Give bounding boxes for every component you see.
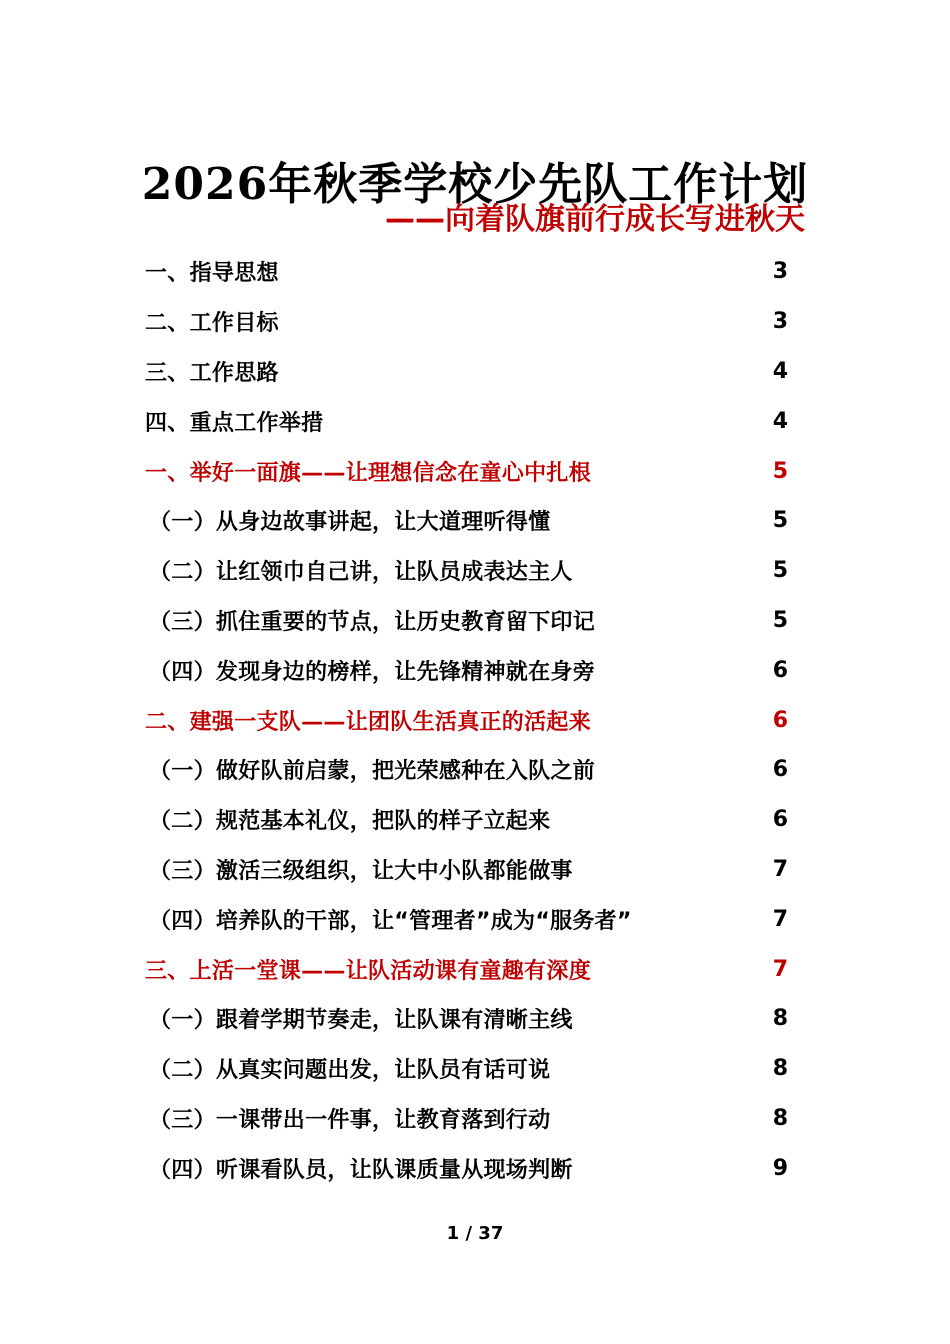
toc-entry[interactable] <box>145 745 790 795</box>
toc-entry-page-number: 6 <box>772 707 788 733</box>
toc-entry[interactable] <box>145 894 790 944</box>
toc-entry-label: 三、工作思路 <box>145 360 279 386</box>
toc-entry-label: 三、上活一堂课——让队活动课有童趣有深度 <box>145 958 592 984</box>
toc-entry-page-number: 7 <box>772 856 788 882</box>
toc-entry-page-number: 6 <box>772 657 788 683</box>
toc-entry-page-number: 7 <box>772 956 788 982</box>
toc-entry[interactable] <box>145 496 790 546</box>
toc-entry-label: （二）规范基本礼仪，把队的样子立起来 <box>149 809 551 835</box>
toc-entry-label: （三）抓住重要的节点，让历史教育留下印记 <box>149 609 596 635</box>
toc-entry-page-number: 3 <box>772 309 788 335</box>
toc-entry-label: （四）培养队的干部，让“管理者”成为“服务者” <box>149 908 632 934</box>
toc-entry-page-number: 4 <box>772 358 788 384</box>
document-subtitle: ——向着队旗前行成长写进秋天 <box>385 202 805 237</box>
toc-entry-label: 一、举好一面旗——让理想信念在童心中扎根 <box>145 460 592 486</box>
toc-entry[interactable] <box>145 446 790 496</box>
toc-entry-label: （二）让红领巾自己讲，让队员成表达主人 <box>149 560 573 586</box>
toc-entry-page-number: 5 <box>772 508 788 534</box>
toc-entry-page-number: 6 <box>772 757 788 783</box>
toc-entry-label: （三）激活三级组织，让大中小队都能做事 <box>149 858 573 884</box>
toc-entry-label: （一）做好队前启蒙，把光荣感种在入队之前 <box>149 759 596 785</box>
toc-entry[interactable] <box>145 994 790 1044</box>
toc-entry[interactable] <box>145 596 790 646</box>
toc-entry-label: （四）发现身边的榜样，让先锋精神就在身旁 <box>149 659 596 685</box>
toc-entry[interactable] <box>145 396 790 446</box>
toc-entry-label: （四）听课看队员，让队课质量从现场判断 <box>149 1157 573 1183</box>
toc-entry[interactable] <box>145 944 790 994</box>
toc-entry[interactable] <box>145 297 790 347</box>
toc-entry-label: 二、工作目标 <box>145 311 279 337</box>
toc-entry[interactable] <box>145 845 790 895</box>
toc-entry-page-number: 5 <box>772 458 788 484</box>
toc-entry[interactable] <box>145 1044 790 1094</box>
toc-entry[interactable] <box>145 1143 790 1193</box>
toc-entry[interactable] <box>145 645 790 695</box>
toc-entry-page-number: 7 <box>772 906 788 932</box>
toc-entry-page-number: 8 <box>772 1056 788 1082</box>
toc-entry-label: （一）从身边故事讲起，让大道理听得懂 <box>149 510 551 536</box>
toc-entry[interactable] <box>145 546 790 596</box>
toc-entry[interactable] <box>145 247 790 297</box>
toc-entry-label: 一、指导思想 <box>145 261 279 287</box>
document-title: 2026年秋季学校少先队工作计划 <box>141 159 809 211</box>
toc-entry[interactable] <box>145 1094 790 1144</box>
toc-entry-page-number: 4 <box>772 408 788 434</box>
toc-entry[interactable] <box>145 347 790 397</box>
toc-entry-page-number: 8 <box>772 1006 788 1032</box>
toc-entry-page-number: 3 <box>772 259 788 285</box>
toc-entry[interactable] <box>145 795 790 845</box>
table-of-contents <box>145 247 790 1193</box>
toc-entry-label: （二）从真实问题出发，让队员有话可说 <box>149 1058 551 1084</box>
toc-entry-page-number: 6 <box>772 807 788 833</box>
toc-entry-page-number: 9 <box>772 1155 788 1181</box>
toc-entry-label: （一）跟着学期节奏走，让队课有清晰主线 <box>149 1008 573 1034</box>
toc-entry-label: （三）一课带出一件事，让教育落到行动 <box>149 1107 551 1133</box>
toc-entry[interactable] <box>145 695 790 745</box>
toc-entry-page-number: 8 <box>772 1105 788 1131</box>
toc-entry-page-number: 5 <box>772 558 788 584</box>
page-number: 1 / 37 <box>446 1223 504 1244</box>
toc-entry-page-number: 5 <box>772 607 788 633</box>
toc-entry-label: 四、重点工作举措 <box>145 410 324 436</box>
toc-entry-label: 二、建强一支队——让团队生活真正的活起来 <box>145 709 592 735</box>
